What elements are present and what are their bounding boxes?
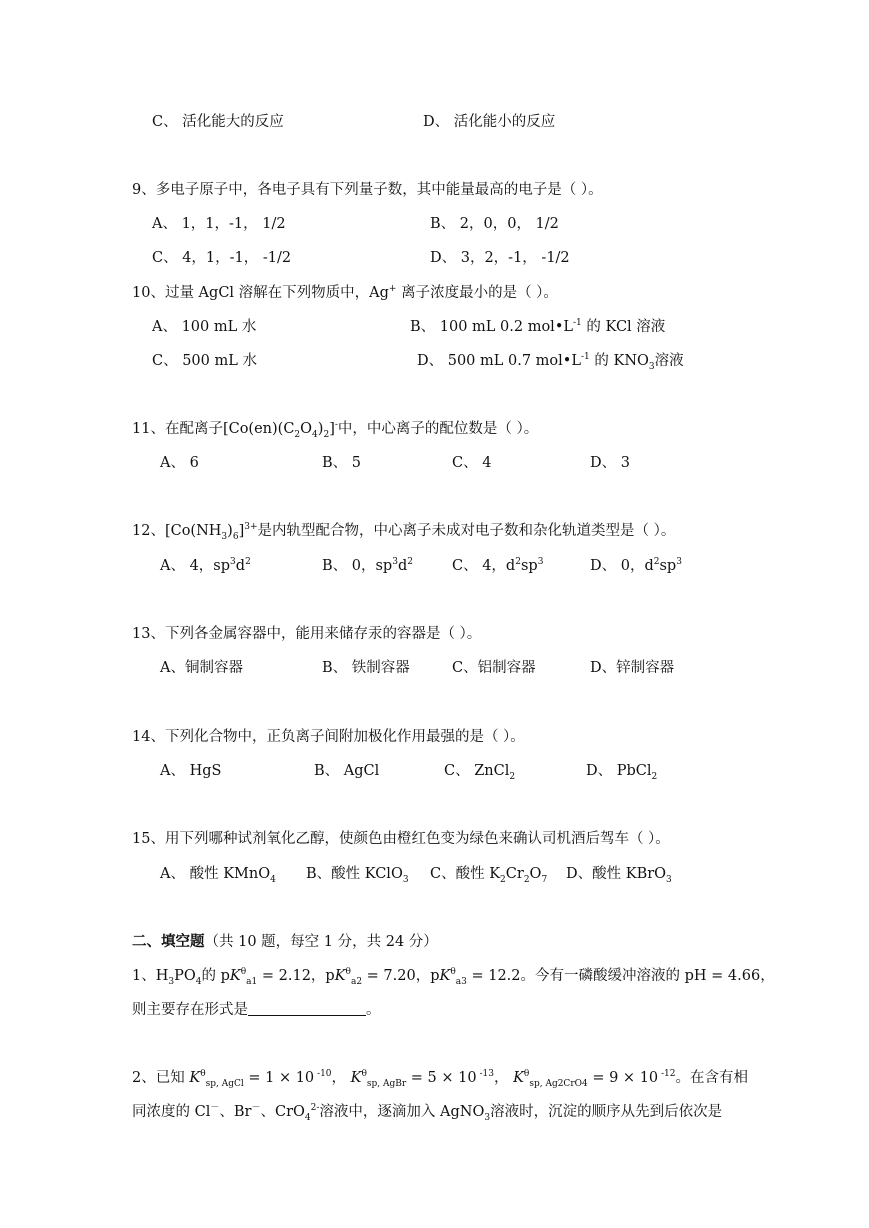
q15-option-a: A、 酸性 KMnO$_4$ xyxy=(160,866,276,885)
q8-option-d: D、 活化能小的反应 xyxy=(423,114,556,130)
q14-stem: 14、下列化合物中，正负离子间附加极化作用最强的是（ ）。 xyxy=(132,729,525,745)
fill1-line2: 则主要存在形式是 。 xyxy=(132,1002,381,1018)
q9-option-b: B、 2，0，0， 1/2 xyxy=(430,216,559,232)
q11-option-d: D、 3 xyxy=(590,455,630,471)
q12-option-a: A、 4，$sp^3d^2$ xyxy=(160,557,251,574)
q9-option-a: A、 1，1，-1， 1/2 xyxy=(152,216,286,232)
q12-stem: 12、$[Co(NH_3)_6]^{3+}$是内轨型配合物，中心离子未成对电子数和杂化轨道类型是（ ）。 xyxy=(132,522,676,542)
section-heading xyxy=(132,932,438,952)
q11-option-a: A、 6 xyxy=(160,455,199,471)
q14-option-c: C、 ZnCl$_2$ xyxy=(444,763,516,782)
q12-option-c: C、 4，$d^2sp^3$ xyxy=(452,557,544,574)
answer-blank[interactable] xyxy=(248,1001,366,1016)
q14-option-b: B、 AgCl xyxy=(314,763,380,779)
q10-stem: 10、过量 AgCl 溶解在下列物质中，Ag+ 离子浓度最小的是（ ）。 xyxy=(132,284,558,301)
q14-option-a: A、 HgS xyxy=(160,763,222,779)
q15-option-c: C、酸性 $K_2Cr_2O_7$ xyxy=(430,866,548,885)
q10-option-c: C、 500 mL 水 xyxy=(152,353,257,369)
q13-option-b: B、 铁制容器 xyxy=(322,660,410,676)
q11-option-c: C、 4 xyxy=(452,455,492,471)
q12-option-d: D、 0，$d^2sp^3$ xyxy=(590,557,682,574)
q12-option-b: B、 0，$sp^3d^2$ xyxy=(322,557,413,574)
q9-option-d: D、 3，2，-1， -1/2 xyxy=(430,250,570,266)
q10-option-b: B、 100 mL 0.2 $mol•L^{-1}$ 的 KCl 溶液 xyxy=(410,318,666,335)
q9-stem: 9、多电子原子中，各电子具有下列量子数，其中能量最高的电子是（ ）。 xyxy=(132,182,603,198)
q15-option-b: B、酸性 KClO$_3$ xyxy=(306,866,409,885)
q10-option-d: D、 500 mL 0.7 $mol•L^{-1}$ 的 $KNO_3$溶液 xyxy=(417,352,684,372)
fill1-line1: 1、$H_3PO_4$的 $pK^\theta_{a1} = 2.12$，$pK^\theta_{a2} = 7.20$，$pK^\theta_{a3} = 12.2$。今有一磷酸缓冲溶液的 pH = 4.66， xyxy=(132,967,775,987)
q13-option-d: D、锌制容器 xyxy=(590,660,675,676)
q11-option-b: B、 5 xyxy=(322,455,361,471)
q10-option-a: A、 100 mL 水 xyxy=(152,319,257,335)
section-title: 二、填空题 xyxy=(132,933,205,950)
fill2-line1: 2、已知 $K^\theta_{sp, AgCl} = 1 \times 10$ $^{-10}$， $K^\theta_{sp, AgBr} = 5 \times 10$ $^{-13}$， $K^\theta_{sp, Ag2CrO4} = 9 \times 10$ $^{-12}$。在含有相 xyxy=(132,1069,749,1089)
q13-option-a: A、铜制容器 xyxy=(160,660,243,676)
section-note: （共 10 题，每空 1 分，共 24 分） xyxy=(204,934,438,950)
q8-option-c: C、 活化能大的反应 xyxy=(152,114,284,130)
q11-stem: 11、在配离子$[Co(en)(C_2O_4)_2]^-$中，中心离子的配位数是（ ）。 xyxy=(132,420,539,440)
q14-option-d: D、 PbCl$_2$ xyxy=(586,763,658,782)
q15-stem: 15、用下列哪种试剂氧化乙醇，使颜色由橙红色变为绿色来确认司机酒后驾车（ ）。 xyxy=(132,831,670,847)
fill2-line2: 同浓度的 Cl－、Br－、CrO$_4^{2-}$溶液中，逐滴加入 AgNO$_3$溶液时，沉淀的顺序从先到后依次是 xyxy=(132,1103,723,1123)
q13-stem: 13、下列各金属容器中，能用来储存汞的容器是（ ）。 xyxy=(132,626,482,642)
q13-option-c: C、铝制容器 xyxy=(452,660,536,676)
q9-option-c: C、 4，1，-1， -1/2 xyxy=(152,250,292,266)
q15-option-d: D、酸性 KBrO$_3$ xyxy=(566,866,672,885)
